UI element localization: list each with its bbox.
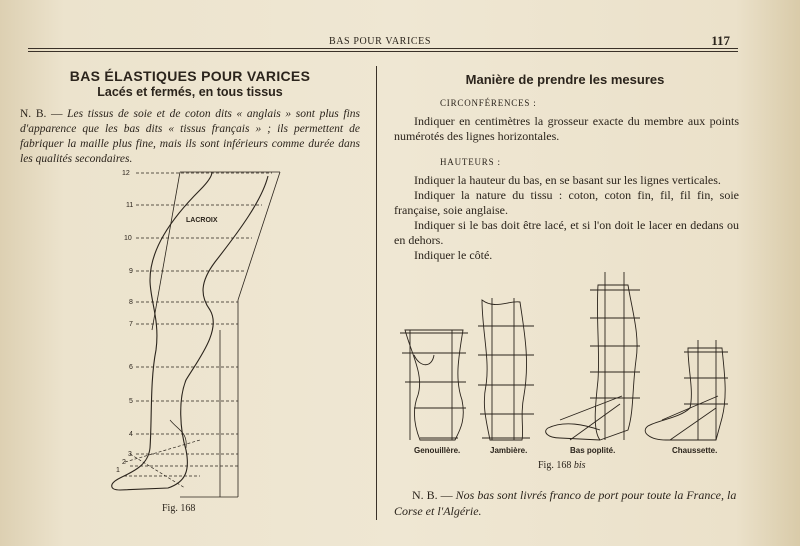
level-6: 6 [129, 364, 133, 371]
right-figure-caption-main: Fig. 168 [538, 460, 572, 471]
bottom-note [394, 487, 739, 519]
height-line-4: Indiquer le côté. [414, 248, 493, 262]
note-text: Les tissus de soie et de coton dits « anglais » sont plus fins d'apparence que les bas dits « tissus français » ; ils permettent de fabriquer la maille plus fine, mais ils sont inférieurs comme durée dans les qualités secondaires. [20, 108, 361, 165]
level-7: 7 [129, 321, 133, 328]
genouillere-diagram [400, 330, 468, 440]
circumference-label: CIRCONFÉRENCES : [440, 98, 537, 108]
level-4: 4 [129, 431, 133, 438]
chaussette-diagram [645, 340, 728, 440]
level-12: 12 [122, 170, 130, 177]
height-line-3: Indiquer si le bas doit être lacé, et si l'on doit le lacer en dedans ou en dehors. [394, 218, 739, 247]
left-figure-caption: Fig. 168 [162, 503, 196, 514]
figure-brand-label: LACROIX [186, 217, 218, 224]
level-1: 1 [116, 467, 120, 474]
bottom-note-prefix: N. B. — [412, 488, 453, 502]
jambiere-diagram [478, 298, 534, 440]
label-genouillere: Genouillère. [414, 446, 461, 455]
height-label: HAUTEURS : [440, 157, 501, 167]
height-line-2: Indiquer la nature du tissu : coton, coton fin, fil, fil fin, soie française, soie anglaise. [394, 188, 739, 217]
bottom-note-text: Nos bas sont livrés franco de port pour toute la France, la Corse et l'Algérie. [394, 488, 737, 518]
left-heading: BAS ÉLASTIQUES POUR VARICES [69, 68, 311, 84]
level-2: 2 [122, 459, 126, 466]
bas-poplite-diagram [546, 272, 640, 440]
level-11: 11 [126, 202, 134, 209]
label-jambiere: Jambière. [490, 446, 528, 455]
level-9: 9 [129, 268, 133, 275]
left-subheading: Lacés et fermés, en tous tissus [97, 85, 283, 99]
level-5: 5 [129, 398, 133, 405]
right-figure-caption-suffix: bis [573, 460, 586, 471]
running-header: BAS POUR VARICES [328, 36, 432, 47]
page-number: 117 [711, 33, 730, 48]
right-figure-caption [538, 460, 586, 471]
right-heading: Manière de prendre les mesures [465, 72, 665, 87]
label-chaussette: Chaussette. [672, 446, 718, 455]
circumference-text: Indiquer en centimètres la grosseur exacte du membre aux points numérotés des lignes horizontales. [394, 114, 739, 143]
level-8: 8 [129, 299, 133, 306]
note-prefix: N. B. — [20, 108, 63, 120]
height-line-1: Indiquer la hauteur du bas, en se basant sur les lignes verticales. [414, 173, 721, 187]
level-10: 10 [124, 235, 132, 242]
label-bas-poplite: Bas poplité. [570, 446, 616, 455]
level-3: 3 [128, 451, 132, 458]
